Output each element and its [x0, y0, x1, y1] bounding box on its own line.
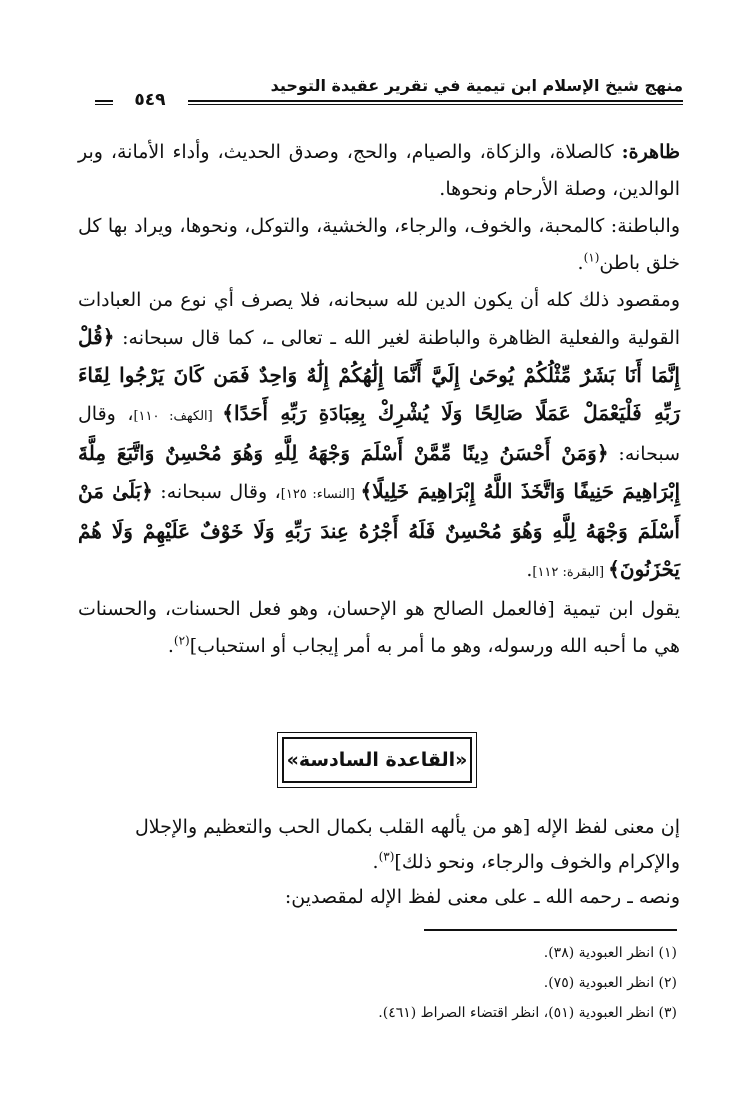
- paragraph-two-purposes: ونصه ـ رحمه الله ـ على معنى لفظ الإله لمقصدين:: [284, 886, 680, 908]
- paragraph-ibn-taymiyya: يقول ابن تيمية [فالعمل الصالح هو الإحسان، وهو فعل الحسنات، والحسنات هي ما أحبه الله ورسوله، وهو ما أمر به أمر إيجاب أو استحباب]$^{(٢)}$.: [78, 598, 680, 657]
- footnote-3: (٣) انظر العبودية (٥١)، انظر اقتضاء الصراط (٤٦١).: [378, 1005, 677, 1021]
- paragraph-inward: والباطنة: كالمحبة، والخوف، والرجاء، والخشية، والتوكل، ونحوها، ويراد بها كل خلق باطن$^{(١)}$.: [78, 215, 680, 274]
- quran-verse-baqara: ﴿بَلَىٰ مَنْ أَسْلَمَ وَجْهَهُ لِلَّهِ وَهُوَ مُحْسِنٌ فَلَهُ أَجْرُهُ عِندَ رَبِّهِ وَلَا خَوْفٌ عَلَيْهِمْ وَلَا هُمْ يَحْزَنُونَ﴾: [78, 479, 680, 581]
- footnote-divider: [424, 929, 677, 931]
- footnote-2: (٢) انظر العبودية (٧٥).: [543, 975, 677, 991]
- outward-text: كالصلاة، والزكاة، والصيام، والحج، وصدق الحديث، وأداء الأمانة، وبر الوالدين، وصلة الأرحام ونحوها.: [78, 141, 680, 200]
- paragraph-outward: [78, 134, 680, 208]
- rule-heading-box: [277, 732, 477, 788]
- footnotes: [260, 938, 677, 1028]
- footnote-ref-1: (١): [583, 250, 600, 265]
- header-rule: [188, 100, 683, 105]
- paragraph-purpose: ومقصود ذلك كله أن يكون الدين لله سبحانه، فلا يصرف أي نوع من العبادات القولية والفعلية الظاهرة والباطنة لغير الله ـ تعالى ـ، كما قال سبحانه: ﴿قُلْ إِنَّمَا أَنَا بَشَرٌ مِّثْلُكُمْ يُوحَىٰ إِلَيَّ أَنَّمَا إِلَٰهُكُمْ إِلَٰهٌ وَاحِدٌ فَمَن كَانَ يَرْجُوا لِقَاءَ رَبِّهِ فَلْيَعْمَلْ عَمَلًا صَالِحًا وَلَا يُشْرِكْ بِعِبَادَةِ رَبِّهِ أَحَدًا﴾ [الكهف: ١١٠]، وقال سبحانه: ﴿وَمَنْ أَحْسَنُ دِينًا مِّمَّنْ أَسْلَمَ وَجْهَهُ لِلَّهِ وَهُوَ مُحْسِنٌ وَاتَّبَعَ مِلَّةَ إِبْرَاهِيمَ حَنِيفًا وَاتَّخَذَ اللَّهُ إِبْرَاهِيمَ خَلِيلًا﴾ [النساء: ١٢٥]، وقال سبحانه: ﴿بَلَىٰ مَنْ أَسْلَمَ وَجْهَهُ لِلَّهِ وَهُوَ مُحْسِنٌ فَلَهُ أَجْرُهُ عِندَ رَبِّهِ وَلَا خَوْفٌ عَلَيْهِمْ وَلَا هُمْ يَحْزَنُونَ﴾ [البقرة: ١١٢].: [78, 289, 681, 581]
- main-text: [78, 134, 680, 665]
- connector-2: ، وقال سبحانه:: [152, 481, 281, 503]
- quran-verse-kahf: ﴿قُلْ إِنَّمَا أَنَا بَشَرٌ مِّثْلُكُمْ يُوحَىٰ إِلَيَّ أَنَّمَا إِلَٰهُكُمْ إِلَٰهٌ وَاحِدٌ فَمَن كَانَ يَرْجُوا لِقَاءَ رَبِّهِ فَلْيَعْمَلْ عَمَلًا صَالِحًا وَلَا يُشْرِكْ بِعِبَادَةِ رَبِّهِ أَحَدًا﴾: [78, 325, 680, 425]
- term-outward: ظاهرة:: [621, 141, 680, 163]
- verse-ref-nisa: [النساء: ١٢٥]: [280, 487, 361, 502]
- page-header: [95, 72, 683, 124]
- footnote-ref-3: (٣): [378, 849, 395, 864]
- ilah-text: إن معنى لفظ الإله [هو من يألهه القلب بكمال الحب والتعظيم والإجلال والإكرام والخوف والرجاء، ونحو ذلك]: [134, 816, 680, 873]
- quote-text: يقول ابن تيمية [فالعمل الصالح هو الإحسان، وهو فعل الحسنات، والحسنات هي ما أحبه الله ورسوله، وهو ما أمر به أمر إيجاب أو استحباب]: [78, 598, 680, 657]
- paragraph-ilah-meaning: إن معنى لفظ الإله [هو من يألهه القلب بكمال الحب والتعظيم والإجلال والإكرام والخوف والرجاء، ونحو ذلك]$^{(٣)}$.: [134, 816, 680, 873]
- header-rule-left: [95, 100, 113, 105]
- page-number: ٥٤٩: [134, 90, 166, 110]
- inward-text: والباطنة: كالمحبة، والخوف، والرجاء، والخشية، والتوكل، ونحوها، ويراد بها كل خلق باطن: [78, 215, 680, 274]
- verse-ref-kahf: [الكهف: ١١٠]: [133, 409, 223, 424]
- footnote-1: (١) انظر العبودية (٣٨).: [543, 945, 677, 961]
- footnote-ref-2: (٢): [173, 633, 190, 648]
- verse-ref-baqara: [البقرة: ١١٢]: [532, 565, 609, 580]
- rule-heading: «القاعدة السادسة»: [282, 737, 472, 783]
- purpose-text: ومقصود ذلك كله أن يكون الدين لله سبحانه، فلا يصرف أي نوع من العبادات القولية والفعلية الظاهرة والباطنة لغير الله ـ تعالى ـ، كما قال سبحانه:: [78, 289, 680, 349]
- connector-1: ، وقال سبحانه:: [78, 403, 680, 465]
- section-text: [78, 810, 680, 915]
- quran-verse-nisa: ﴿وَمَنْ أَحْسَنُ دِينًا مِّمَّنْ أَسْلَمَ وَجْهَهُ لِلَّهِ وَهُوَ مُحْسِنٌ وَاتَّبَعَ مِلَّةَ إِبْرَاهِيمَ حَنِيفًا وَاتَّخَذَ اللَّهُ إِبْرَاهِيمَ خَلِيلًا﴾: [78, 441, 681, 503]
- running-title: منهج شيخ الإسلام ابن تيمية في تقرير عقيدة التوحيد: [270, 76, 683, 95]
